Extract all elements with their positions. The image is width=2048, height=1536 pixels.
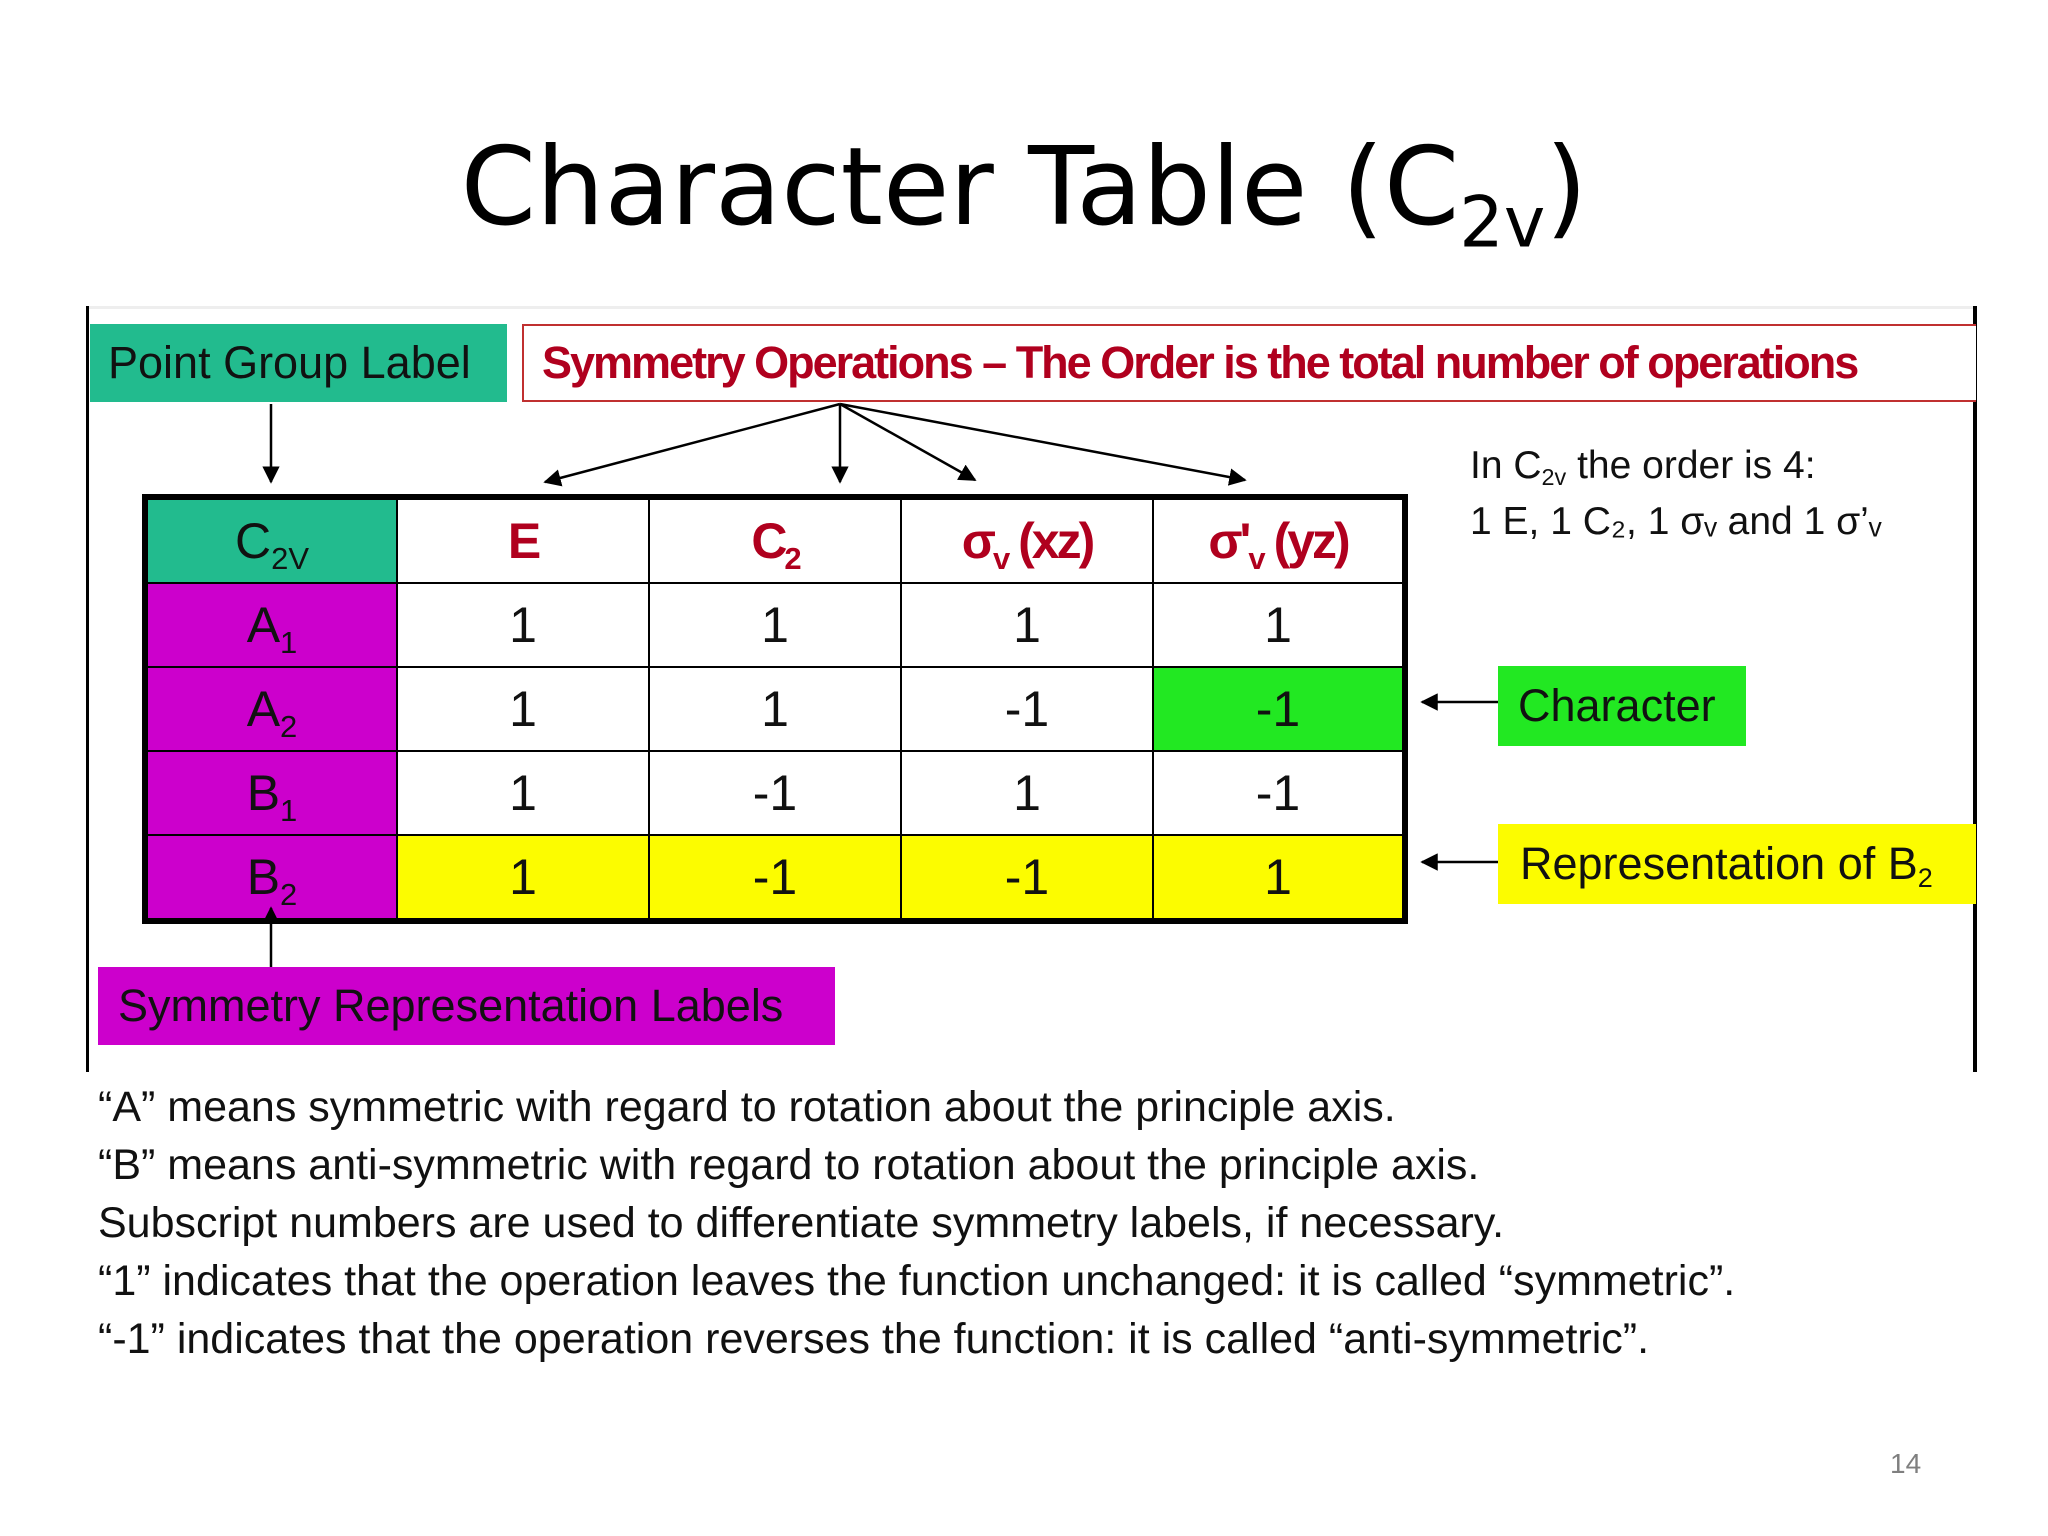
note-line: “B” means anti-symmetric with regard to rotation about the principle axis. [98, 1141, 1480, 1189]
character-value: 1 [1153, 583, 1405, 667]
order-note-pre: In C [1470, 444, 1542, 487]
note-line: “A” means symmetric with regard to rotation about the principle axis. [98, 1083, 1396, 1131]
representation-text: Representation of B [1520, 838, 1918, 889]
symmetry-representation-labels-callout: Symmetry Representation Labels [98, 967, 835, 1045]
op-sub: v [1248, 540, 1263, 576]
point-group-label-callout: Point Group Label [90, 324, 507, 402]
note-line: “-1” indicates that the operation reverses the function: it is called “anti-symmetric”. [98, 1315, 1650, 1363]
note-line: “1” indicates that the operation leaves the function unchanged: it is called “symmetric”. [98, 1257, 1736, 1305]
character-value: -1 [649, 835, 901, 921]
character-value: 1 [649, 583, 901, 667]
op-base: σ [961, 513, 993, 569]
irrep-sub: 1 [280, 792, 298, 828]
point-group-sub: 2V [271, 540, 310, 576]
point-group-base: C [234, 513, 272, 569]
page-number: 14 [1890, 1448, 1922, 1479]
order-note-post: the order is 4: [1566, 444, 1816, 487]
character-value: 1 [901, 583, 1153, 667]
representation-sub: 2 [1917, 863, 1933, 894]
symmetry-operations-callout: Symmetry Operations – The Order is the total number of operations [522, 324, 1976, 402]
op-base: C [751, 513, 785, 569]
explanatory-notes [98, 1078, 1735, 1368]
op-sub: 2 [784, 540, 799, 576]
character-value: 1 [397, 667, 649, 751]
character-value: -1 [1153, 751, 1405, 835]
character-callout: Character [1498, 666, 1746, 746]
irrep-sub: 2 [280, 708, 298, 744]
op-base: E [507, 513, 539, 569]
character-value: 1 [1153, 835, 1405, 921]
character-value: -1 [901, 667, 1153, 751]
character-value: 1 [397, 751, 649, 835]
title-subscript: 2v [1459, 181, 1546, 264]
irrep-sub: 2 [280, 876, 298, 912]
note-line: Subscript numbers are used to differentiate symmetry labels, if necessary. [98, 1199, 1505, 1247]
op-post: (xz) [1007, 513, 1093, 569]
character-value: -1 [901, 835, 1153, 921]
order-note-line2: 1 E, 1 C₂, 1 σᵥ and 1 σ’ᵥ [1470, 500, 1882, 543]
arrow-op-e [545, 404, 840, 482]
irrep-base: B [246, 765, 281, 821]
character-value: 1 [901, 751, 1153, 835]
character-value: 1 [397, 583, 649, 667]
irrep-sub: 1 [280, 624, 298, 660]
op-sub: v [992, 540, 1008, 576]
highlighted-character-value: -1 [1153, 667, 1405, 751]
order-note-sub: 2v [1541, 464, 1567, 491]
character-value: 1 [397, 835, 649, 921]
character-value: 1 [649, 667, 901, 751]
title-close-paren: ) [1545, 125, 1588, 250]
op-post: (yz) [1262, 513, 1348, 569]
arrow-op-sigma-v-prime [840, 404, 1245, 480]
title-text: Character Table (C [460, 125, 1460, 250]
op-base: σ' [1208, 513, 1249, 569]
character-value: -1 [649, 751, 901, 835]
irrep-base: B [246, 849, 281, 905]
irrep-base: A [246, 681, 281, 737]
irrep-base: A [246, 597, 281, 653]
